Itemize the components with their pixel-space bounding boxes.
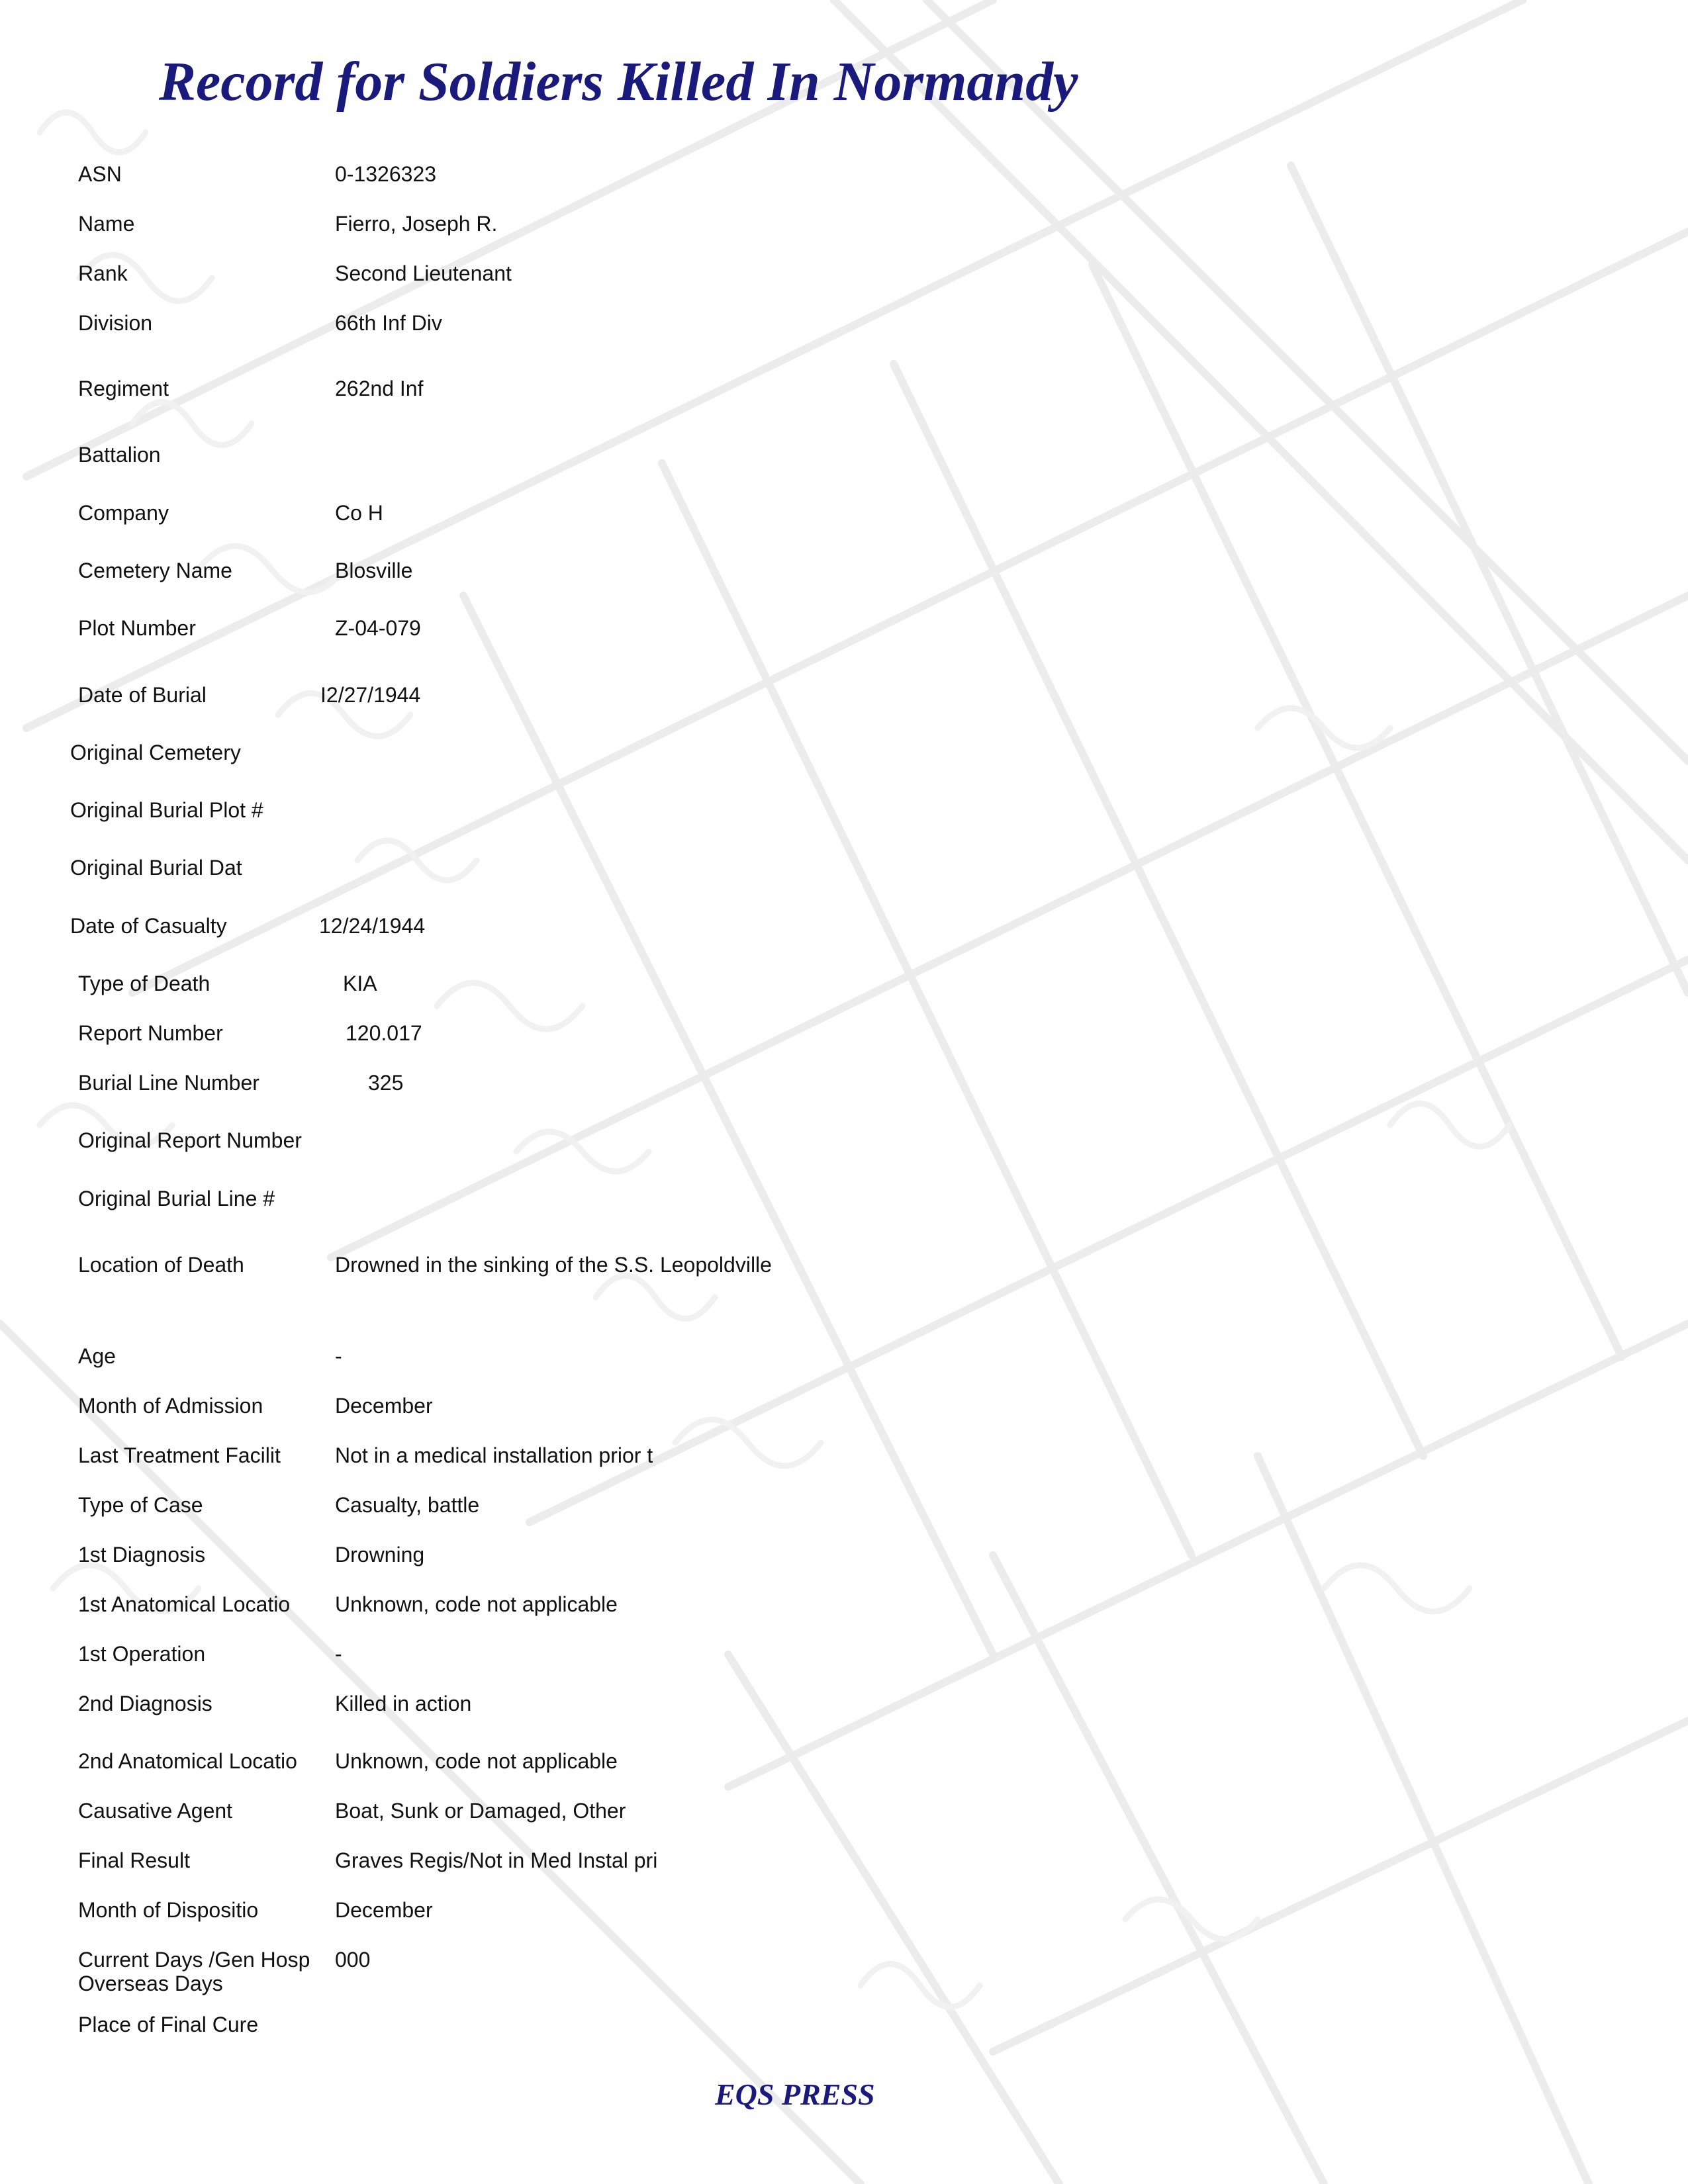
field-label-rank: Rank (78, 261, 128, 285)
field-label-original-cemetery: Original Cemetery (70, 741, 241, 764)
field-value-location-of-death: Drowned in the sinking of the S.S. Leopoldville (335, 1253, 772, 1277)
field-label-second-anatomical-location: 2nd Anatomical Locatio (78, 1749, 297, 1773)
field-value-plot-number: Z-04-079 (335, 616, 421, 640)
field-value-final-result: Graves Regis/Not in Med Instal pri (335, 1848, 658, 1872)
field-label-original-report-number: Original Report Number (78, 1128, 302, 1152)
field-value-second-anatomical-location: Unknown, code not applicable (335, 1749, 618, 1773)
field-value-rank: Second Lieutenant (335, 261, 512, 285)
field-value-last-treatment-facility: Not in a medical installation prior t (335, 1443, 653, 1467)
field-value-cemetery-name: Blosville (335, 559, 413, 582)
field-label-last-treatment-facility: Last Treatment Facilit (78, 1443, 281, 1467)
field-value-name: Fierro, Joseph R. (335, 212, 498, 236)
field-value-report-number: 120.017 (346, 1021, 422, 1045)
field-label-plot-number: Plot Number (78, 616, 196, 640)
field-value-division: 66th Inf Div (335, 311, 442, 335)
field-label-current-days: Current Days /Gen Hosp (78, 1948, 310, 1972)
field-label-causative-agent: Causative Agent (78, 1799, 233, 1823)
field-label-final-result: Final Result (78, 1848, 190, 1872)
field-label-battalion: Battalion (78, 443, 161, 467)
field-label-asn: ASN (78, 162, 122, 186)
field-label-month-of-disposition: Month of Dispositio (78, 1898, 259, 1922)
field-label-date-of-burial: Date of Burial (78, 683, 207, 707)
field-label-second-diagnosis: 2nd Diagnosis (78, 1692, 212, 1715)
field-label-original-burial-line: Original Burial Line # (78, 1187, 275, 1210)
field-label-original-burial-dat: Original Burial Dat (70, 856, 242, 880)
field-label-first-anatomical-location: 1st Anatomical Locatio (78, 1592, 291, 1616)
page-title: Record for Soldiers Killed In Normandy (159, 51, 1078, 113)
field-label-name: Name (78, 212, 135, 236)
field-label-original-burial-plot: Original Burial Plot # (70, 798, 263, 822)
field-label-first-operation: 1st Operation (78, 1642, 206, 1666)
field-label-type-of-case: Type of Case (78, 1493, 203, 1517)
field-label-company: Company (78, 501, 169, 525)
field-value-month-of-admission: December (335, 1394, 433, 1418)
field-value-company: Co H (335, 501, 383, 525)
field-value-causative-agent: Boat, Sunk or Damaged, Other (335, 1799, 626, 1823)
field-value-type-of-death: KIA (343, 972, 377, 995)
field-label-overseas-days: Overseas Days (78, 1972, 223, 1995)
field-label-month-of-admission: Month of Admission (78, 1394, 263, 1418)
field-value-first-anatomical-location: Unknown, code not applicable (335, 1592, 618, 1616)
field-label-date-of-casualty: Date of Casualty (70, 914, 227, 938)
field-label-division: Division (78, 311, 153, 335)
field-value-regiment: 262nd Inf (335, 377, 424, 400)
field-value-current-days: 000 (335, 1948, 371, 1972)
field-label-report-number: Report Number (78, 1021, 223, 1045)
field-label-type-of-death: Type of Death (78, 972, 211, 995)
field-label-age: Age (78, 1344, 116, 1368)
field-value-month-of-disposition: December (335, 1898, 433, 1922)
field-value-asn: 0-1326323 (335, 162, 437, 186)
field-label-place-of-final-cure: Place of Final Cure (78, 2013, 259, 2036)
field-value-first-operation: - (335, 1642, 342, 1666)
field-label-location-of-death: Location of Death (78, 1253, 244, 1277)
field-value-first-diagnosis: Drowning (335, 1543, 425, 1567)
field-label-regiment: Regiment (78, 377, 169, 400)
field-label-first-diagnosis: 1st Diagnosis (78, 1543, 206, 1567)
field-value-type-of-case: Casualty, battle (335, 1493, 480, 1517)
field-value-date-of-casualty: 12/24/1944 (319, 914, 426, 938)
field-value-burial-line-number: 325 (368, 1071, 404, 1095)
field-value-date-of-burial: I2/27/1944 (320, 683, 421, 707)
field-label-cemetery-name: Cemetery Name (78, 559, 232, 582)
field-value-age: - (335, 1344, 342, 1368)
field-label-burial-line-number: Burial Line Number (78, 1071, 259, 1095)
field-value-second-diagnosis: Killed in action (335, 1692, 472, 1715)
publisher-footer: EQS PRESS (715, 2077, 875, 2111)
